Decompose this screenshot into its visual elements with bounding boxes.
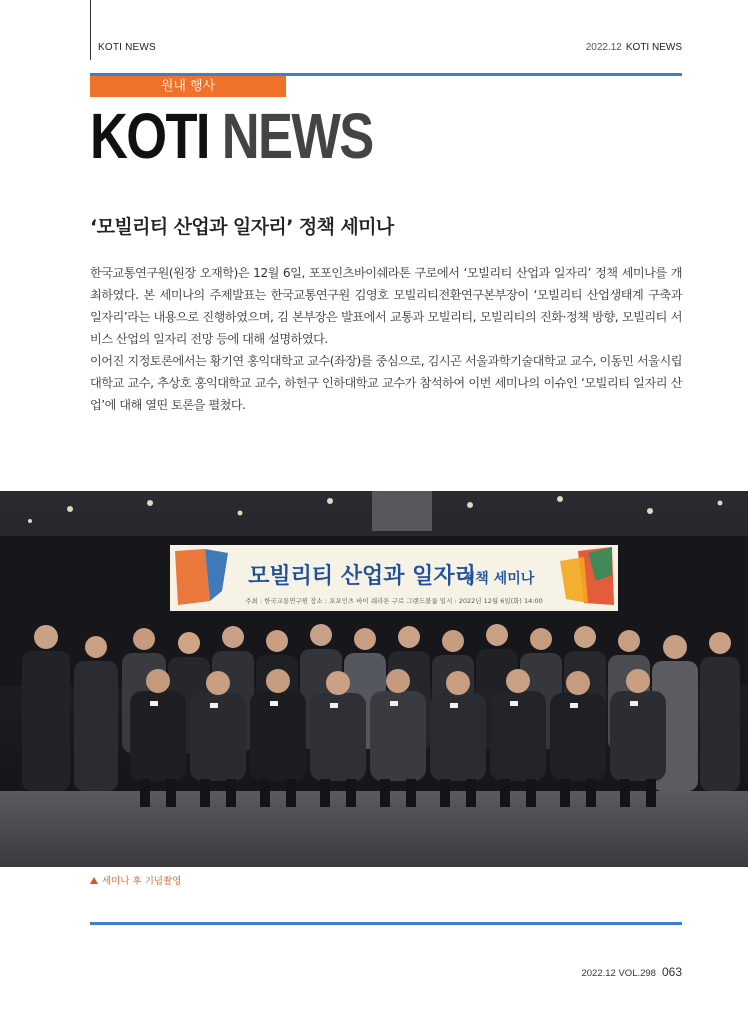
banner-subtitle: 정책 세미나 <box>461 571 535 587</box>
footer-issue: 2022.12 VOL.298 <box>581 968 656 979</box>
masthead-news: NEWS <box>221 100 373 172</box>
margin-rule <box>90 0 91 60</box>
masthead <box>90 100 373 172</box>
category-tag: 원내 행사 <box>90 76 286 97</box>
group-photo-illustration <box>0 491 748 867</box>
photo-caption <box>90 873 181 887</box>
page-number: 063 <box>661 965 682 979</box>
triangle-up-icon <box>90 877 98 884</box>
header-issue <box>586 42 682 53</box>
article-body <box>90 262 682 416</box>
footer-divider <box>90 922 682 925</box>
photo-caption-text: 세미나 후 기념촬영 <box>102 876 182 887</box>
masthead-koti: KOTI <box>90 100 209 172</box>
header-section-name: KOTI NEWS <box>98 42 156 53</box>
article-paragraph-2: 이어진 지정토론에서는 황기연 홍익대학교 교수(좌장)를 중심으로, 김시곤 서울과학기술대학교 교수, 이동민 서울시립대학교 교수, 추상호 홍익대학교 교수, 하헌구 인하대학교 교수가 참석하여 이번 세미나의 이슈인 ‘모빌리티 일자리 산업’에 대해 열띤 토론을 펼쳤다. <box>90 354 682 412</box>
banner-info: 주최 : 한국교통연구원 장소 : 포포인츠 바이 쉐라톤 구로 그랜드볼룸 일시 : 2022년 12월 6일(화) 14:00 <box>245 597 543 605</box>
article-paragraph-1: 한국교통연구원(원장 오재학)은 12월 6일, 포포인츠바이쉐라톤 구로에서 ‘모빌리티 산업과 일자리’ 정책 세미나를 개최하였다. 본 세미나의 주제발표는 한국교통연구원 김영호 모빌리티전환연구본부장이 ‘모빌리티 산업생태계 구축과 일자리’라는 내용으로 진행하였으며, 김 본부장은 발표에서 교통과 모빌리티, 모빌리티의 진화·정책 방향, 모빌리티 서비스 산업의 일자리 전망 등에 대해 설명하였다. <box>90 266 682 346</box>
article-headline: ‘모빌리티 산업과 일자리’ 정책 세미나 <box>90 216 394 238</box>
footer <box>581 965 682 979</box>
banner-title: 모빌리티 산업과 일자리 <box>248 564 476 589</box>
group-photo <box>0 491 748 867</box>
header-magazine-name: KOTI NEWS <box>625 42 682 53</box>
header-date: 2022.12 <box>585 42 622 53</box>
